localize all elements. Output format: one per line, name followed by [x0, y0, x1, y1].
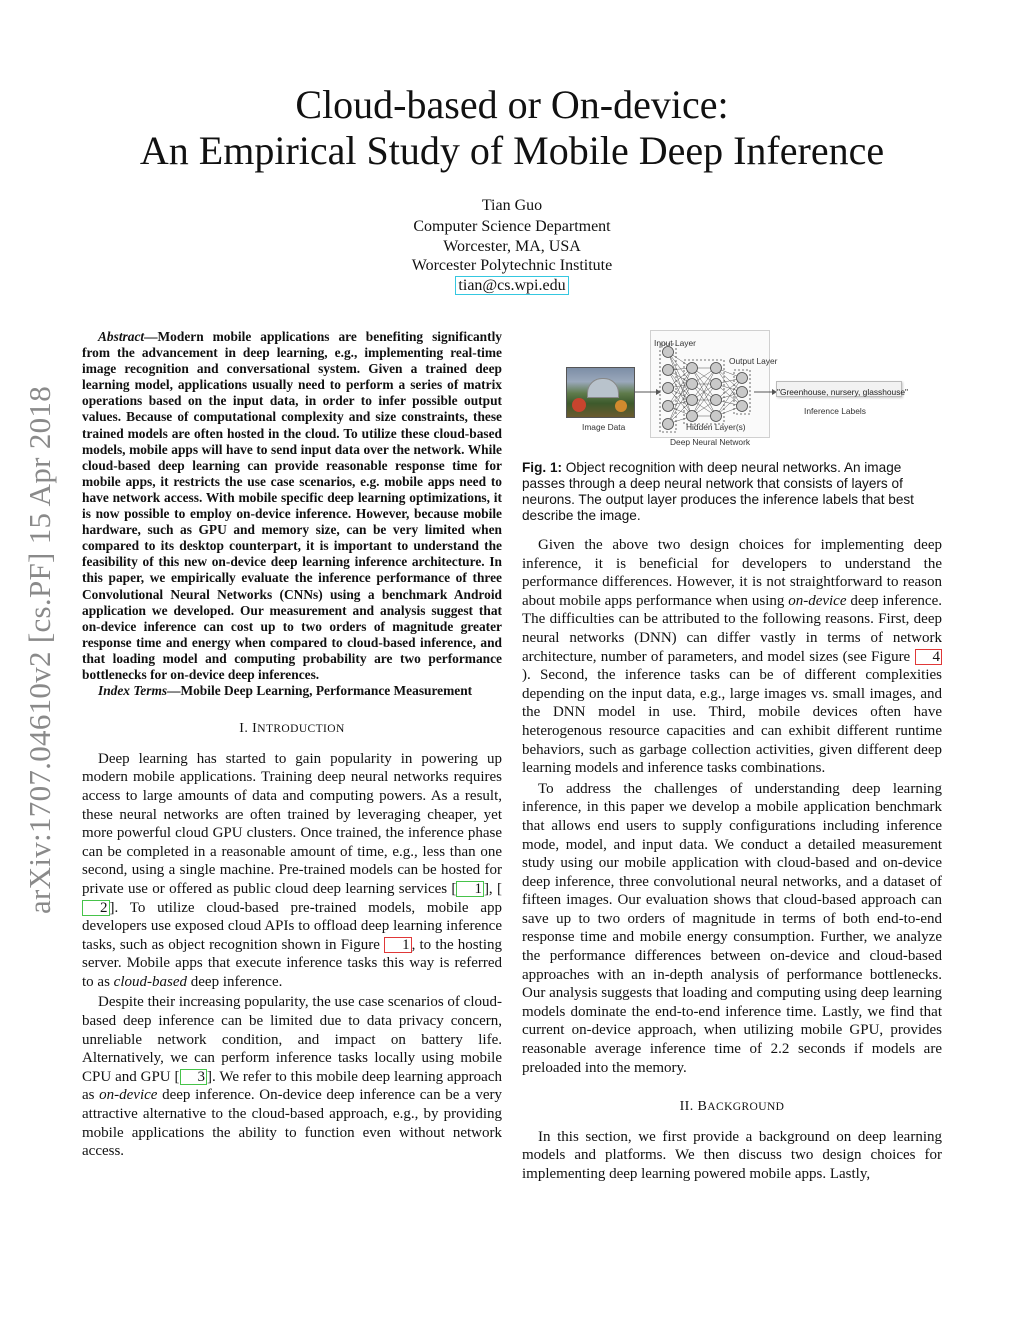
- title-line-2: An Empirical Study of Mobile Deep Inference: [139, 128, 885, 173]
- output-layer-label: Output Layer: [729, 356, 778, 366]
- paper-title: [0, 82, 1024, 174]
- background-paragraph-1: In this section, we first provide a background on deep learning models and platforms. We then discuss two design choices for implementing deep learning powered mobile apps. Lastly,: [522, 1128, 942, 1182]
- figure-ref-link[interactable]: 1: [384, 937, 412, 953]
- input-layer-label: Input Layer: [654, 338, 696, 348]
- inference-labels-label: Inference Labels: [804, 406, 866, 416]
- citation-link[interactable]: 3: [180, 1069, 208, 1085]
- intro-paragraph-1: Deep learning has started to gain popularity in powering up modern mobile applications. Training deep neural networks requires access to large amounts of data and computing powers. As a result, these neural networks are often trained by leveraging cheaper, yet more powerful cloud GPU clusters. Once trained, the inference phase can be completed in a reasonable amount of time, e.g., less than one second, using a single machine. Pre-trained models can be hosted for private use or offered as public cloud deep learning services [ 1 ], [2 ]. To utilize cloud-based pre-trained models, mobile app developers use exposed cloud APIs to offload deep learning inference tasks, such as object recognition shown in Figure 1 , to the hosting server. Mobile apps that execute inference tasks this way is referred to as cloud-based deep inference.: [82, 750, 502, 990]
- author-email-link[interactable]: tian@cs.wpi.edu: [455, 276, 568, 295]
- intro-paragraph-2: Despite their increasing popularity, the use case scenarios of cloud-based deep inference can be limited due to data privacy concern, unreliable network condition, and impact on battery life. Alternatively, we can perform inference tasks locally using mobile CPU and GPU [ 3 ]. We refer to this mobile deep learning approach as on-device deep inference. On-device deep inference can be a very attractive alternative to the cloud-based approach, e.g., by providing mobile applications the ability to function even without network access.: [82, 994, 502, 1160]
- figure-1: [522, 330, 942, 456]
- abstract-text: —Modern mobile applications are benefiting significantly from the advancement in deep learning, e.g., implementing real-time image recognition and conversational system. Given a trained deep learning model, applications usually need to perform a series of matrix operations based on the input data, in order to infer possible output values. Because of computational complexity and size constraints, these trained models are often hosted in the cloud. To utilize these cloud-based models, mobile apps will have to send input data over the network. While cloud-based deep learning can provide reasonable response time for mobile apps, it restricts the use case scenarios, e.g. mobile apps need to have network access. With mobile specific deep learning optimizations, it is now possible to employ on-device inference. However, because mobile hardware, such as GPU and memory size, can be very limited when compared to its desktop counterpart, it is important to understand the feasibility of this new on-device deep learning inference architecture. In this paper, we empirically evaluate the inference performance of three Convolutional Neural Networks (CNNs) using a benchmark Android application we developed. Our measurement and analysis suggest that on-device inference can cost up to two orders of magnitude greater response time and energy when compared to cloud-based inference, and that loading model and computing probability are two performance bottlenecks for on-device deep inferences.: [82, 329, 502, 682]
- index-terms-lead: Index Terms: [98, 683, 168, 699]
- author-name: Tian Guo: [481, 197, 543, 214]
- abstract-lead: Abstract: [98, 329, 145, 344]
- figure-ref-link[interactable]: 4: [915, 649, 943, 665]
- author-department: Computer Science Department: [413, 218, 611, 236]
- right-paragraph-2: To address the challenges of understanding deep learning inference, in this paper we develop a mobile application benchmark that allows end users to supply configurations including inference mode, model, and input data. We conduct a detailed measurement study using our mobile application with cloud-based and on-device deep inference, three convolutional neural networks, and a dataset of fifteen images. Our evaluation shows that cloud-based approach can save up to two orders of magnitude in terms of both end-to-end response time and mobile energy consumption. Further, we analyze the performance differences between on-device and cloud-based approaches with an in-depth analysis of performance bottlenecks. Our analysis suggests that loading and computing using deep learning models dominate the end-to-end inference time. Lastly, we find that current on-device approach, when utilizing mobile GPU, provides reasonable average inference time of 2.2 seconds if models are preloaded into the memory.: [522, 780, 942, 1076]
- right-paragraph-1: Given the above two design choices for implementing deep inference, it is beneficial for developers to understand the performance differences. However, it is not straightforward to reason about mobile apps performance when using on-device deep inference. The difficulties can be attributed to the following reasons. First, deep neural networks (DNN) can differ vastly in terms of network architecture, number of parameters, and model sizes (see Figure 4). Second, the inference tasks can be of different complexities depending on the input data, e.g., large images vs. small images, and the DNN model in use. Third, mobile devices often have heterogenous resource capacities and can exhibit different runtime behaviors, such as garbage collection activities, given different deep learning models and inference tasks combinations.: [522, 537, 942, 777]
- output-label-box: [776, 381, 909, 397]
- caption-text: Object recognition with deep neural networks. An image passes through a deep neural network that consists of layers of neurons. The output layer produces the inference labels that best describe the image.: [522, 460, 914, 523]
- citation-link[interactable]: 1: [456, 881, 484, 897]
- hidden-layers-label: Hidden Layer(s): [686, 422, 746, 432]
- caption-label: Fig. 1:: [522, 460, 563, 475]
- arxiv-side-stamp: [20, 355, 60, 945]
- title-line-1: Cloud-based or On-device:: [295, 82, 729, 127]
- image-data-label: Image Data: [582, 422, 626, 432]
- dnn-label: Deep Neural Network: [670, 437, 751, 447]
- author-institute: Worcester Polytechnic Institute: [411, 257, 613, 275]
- index-terms: [82, 683, 502, 699]
- abstract: [82, 329, 502, 683]
- index-terms-text: —Mobile Deep Learning, Performance Measurement: [167, 683, 473, 699]
- author-block: [0, 196, 1024, 295]
- author-location: Worcester, MA, USA: [443, 237, 581, 255]
- right-column: [522, 330, 942, 1184]
- figure-1-caption: [522, 460, 942, 524]
- citation-link[interactable]: 2: [82, 900, 110, 916]
- section-heading-introduction: I. INTRODUCTION: [239, 721, 345, 737]
- output-text: "Greenhouse, nursery, glasshouse": [777, 387, 909, 397]
- left-column: [82, 329, 502, 1161]
- section-heading-background: II. BACKGROUND: [679, 1099, 785, 1115]
- arxiv-stamp-text: arXiv:1707.04610v2 [cs.PF] 15 Apr 2018: [22, 385, 57, 915]
